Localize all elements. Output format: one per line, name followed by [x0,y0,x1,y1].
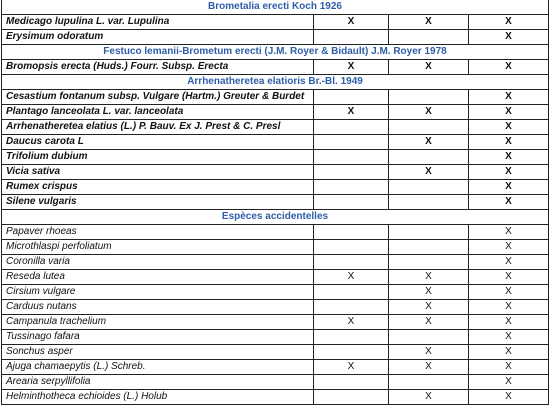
species-name: Cirsium vulgare [2,285,314,300]
presence-mark-col-1 [314,120,389,135]
species-name: Daucus carota L [2,135,314,150]
species-name: Reseda lutea [2,270,314,285]
presence-mark-col-3: X [469,345,549,360]
presence-mark-col-3: X [469,330,549,345]
presence-mark-col-3: X [469,90,549,105]
species-row [2,60,549,75]
section-title: Festuco lemanii-Brometum erecti (J.M. Royer & Bidault) J.M. Royer 1978 [2,45,549,60]
presence-mark-col-3: X [469,315,549,330]
species-name: Plantago lanceolata L. var. lanceolata [2,105,314,120]
species-name: Cesastium fontanum subsp. Vulgare (Hartm.) Greuter & Burdet [2,90,314,105]
species-name: Ajuga chamaepytis (L.) Schreb. [2,360,314,375]
species-name: Trifolium dubium [2,150,314,165]
section-header-row [2,0,549,15]
section-title: Brometalia erecti Koch 1926 [2,0,549,15]
presence-mark-col-2 [389,255,469,270]
presence-mark-col-2: X [389,285,469,300]
presence-mark-col-2 [389,195,469,210]
presence-mark-col-1 [314,225,389,240]
presence-mark-col-1: X [314,270,389,285]
species-name: Medicago lupulina L. var. Lupulina [2,15,314,30]
presence-mark-col-3: X [469,165,549,180]
species-row [2,240,549,255]
presence-mark-col-1 [314,255,389,270]
presence-mark-col-3: X [469,30,549,45]
section-header-row [2,210,549,225]
species-name: Vicia sativa [2,165,314,180]
species-name: Bromopsis erecta (Huds.) Fourr. Subsp. Erecta [2,60,314,75]
species-name: Campanula trachelium [2,315,314,330]
section-header-row [2,45,549,60]
presence-mark-col-2: X [389,345,469,360]
species-row [2,120,549,135]
presence-mark-col-1 [314,90,389,105]
presence-mark-col-1 [314,330,389,345]
species-row [2,270,549,285]
presence-mark-col-3: X [469,270,549,285]
species-row [2,15,549,30]
species-name: Arearia serpyllifolia [2,375,314,390]
species-name: Erysimum odoratum [2,30,314,45]
presence-mark-col-2 [389,180,469,195]
presence-mark-col-2 [389,330,469,345]
presence-mark-col-2: X [389,315,469,330]
presence-mark-col-3: X [469,225,549,240]
presence-mark-col-3: X [469,300,549,315]
presence-mark-col-1 [314,240,389,255]
presence-mark-col-3: X [469,195,549,210]
species-row [2,285,549,300]
presence-mark-col-1 [314,345,389,360]
species-name: Carduus nutans [2,300,314,315]
section-header-row [2,75,549,90]
presence-mark-col-3: X [469,180,549,195]
presence-mark-col-3: X [469,105,549,120]
presence-mark-col-3: X [469,240,549,255]
presence-mark-col-1 [314,195,389,210]
presence-mark-col-3: X [469,255,549,270]
presence-mark-col-3: X [469,285,549,300]
presence-mark-col-2 [389,225,469,240]
species-name: Microthlaspi perfoliatum [2,240,314,255]
presence-mark-col-1 [314,390,389,405]
species-table [1,0,549,405]
species-row [2,225,549,240]
section-title: Arrhenatheretea elatioris Br.-Bl. 1949 [2,75,549,90]
presence-mark-col-2: X [389,60,469,75]
presence-mark-col-2 [389,375,469,390]
species-row [2,165,549,180]
species-row [2,375,549,390]
presence-mark-col-3: X [469,375,549,390]
species-row [2,360,549,375]
species-name: Rumex crispus [2,180,314,195]
presence-mark-col-2: X [389,135,469,150]
presence-mark-col-2: X [389,300,469,315]
species-row [2,315,549,330]
presence-mark-col-1 [314,375,389,390]
species-row [2,180,549,195]
presence-mark-col-2 [389,240,469,255]
presence-mark-col-1 [314,285,389,300]
presence-mark-col-1 [314,135,389,150]
presence-mark-col-2: X [389,390,469,405]
presence-mark-col-3: X [469,15,549,30]
presence-mark-col-1: X [314,315,389,330]
species-row [2,105,549,120]
species-row [2,345,549,360]
presence-mark-col-3: X [469,120,549,135]
species-row [2,90,549,105]
species-row [2,150,549,165]
presence-mark-col-2: X [389,105,469,120]
species-name: Tussinago fafara [2,330,314,345]
presence-mark-col-1 [314,150,389,165]
species-row [2,390,549,405]
presence-mark-col-2: X [389,165,469,180]
species-row [2,330,549,345]
presence-mark-col-1: X [314,360,389,375]
presence-mark-col-2: X [389,360,469,375]
presence-mark-col-2 [389,90,469,105]
presence-mark-col-2 [389,30,469,45]
presence-mark-col-1 [314,180,389,195]
presence-mark-col-1 [314,165,389,180]
presence-mark-col-2 [389,120,469,135]
species-name: Silene vulgaris [2,195,314,210]
section-title: Espèces accidentelles [2,210,549,225]
presence-mark-col-3: X [469,150,549,165]
presence-mark-col-3: X [469,390,549,405]
presence-mark-col-2: X [389,15,469,30]
species-table-body [2,0,549,405]
species-name: Coronilla varia [2,255,314,270]
species-row [2,135,549,150]
species-name: Arrhenatheretea elatius (L.) P. Bauv. Ex J. Prest & C. Presl [2,120,314,135]
presence-mark-col-3: X [469,135,549,150]
species-row [2,300,549,315]
species-row [2,195,549,210]
species-row [2,255,549,270]
species-row [2,30,549,45]
species-name: Sonchus asper [2,345,314,360]
species-name: Helminthotheca echioides (L.) Holub [2,390,314,405]
presence-mark-col-1: X [314,60,389,75]
presence-mark-col-2 [389,150,469,165]
presence-mark-col-1: X [314,105,389,120]
presence-mark-col-1 [314,300,389,315]
presence-mark-col-2: X [389,270,469,285]
presence-mark-col-3: X [469,60,549,75]
presence-mark-col-1 [314,30,389,45]
species-name: Papaver rhoeas [2,225,314,240]
presence-mark-col-3: X [469,360,549,375]
presence-mark-col-1: X [314,15,389,30]
